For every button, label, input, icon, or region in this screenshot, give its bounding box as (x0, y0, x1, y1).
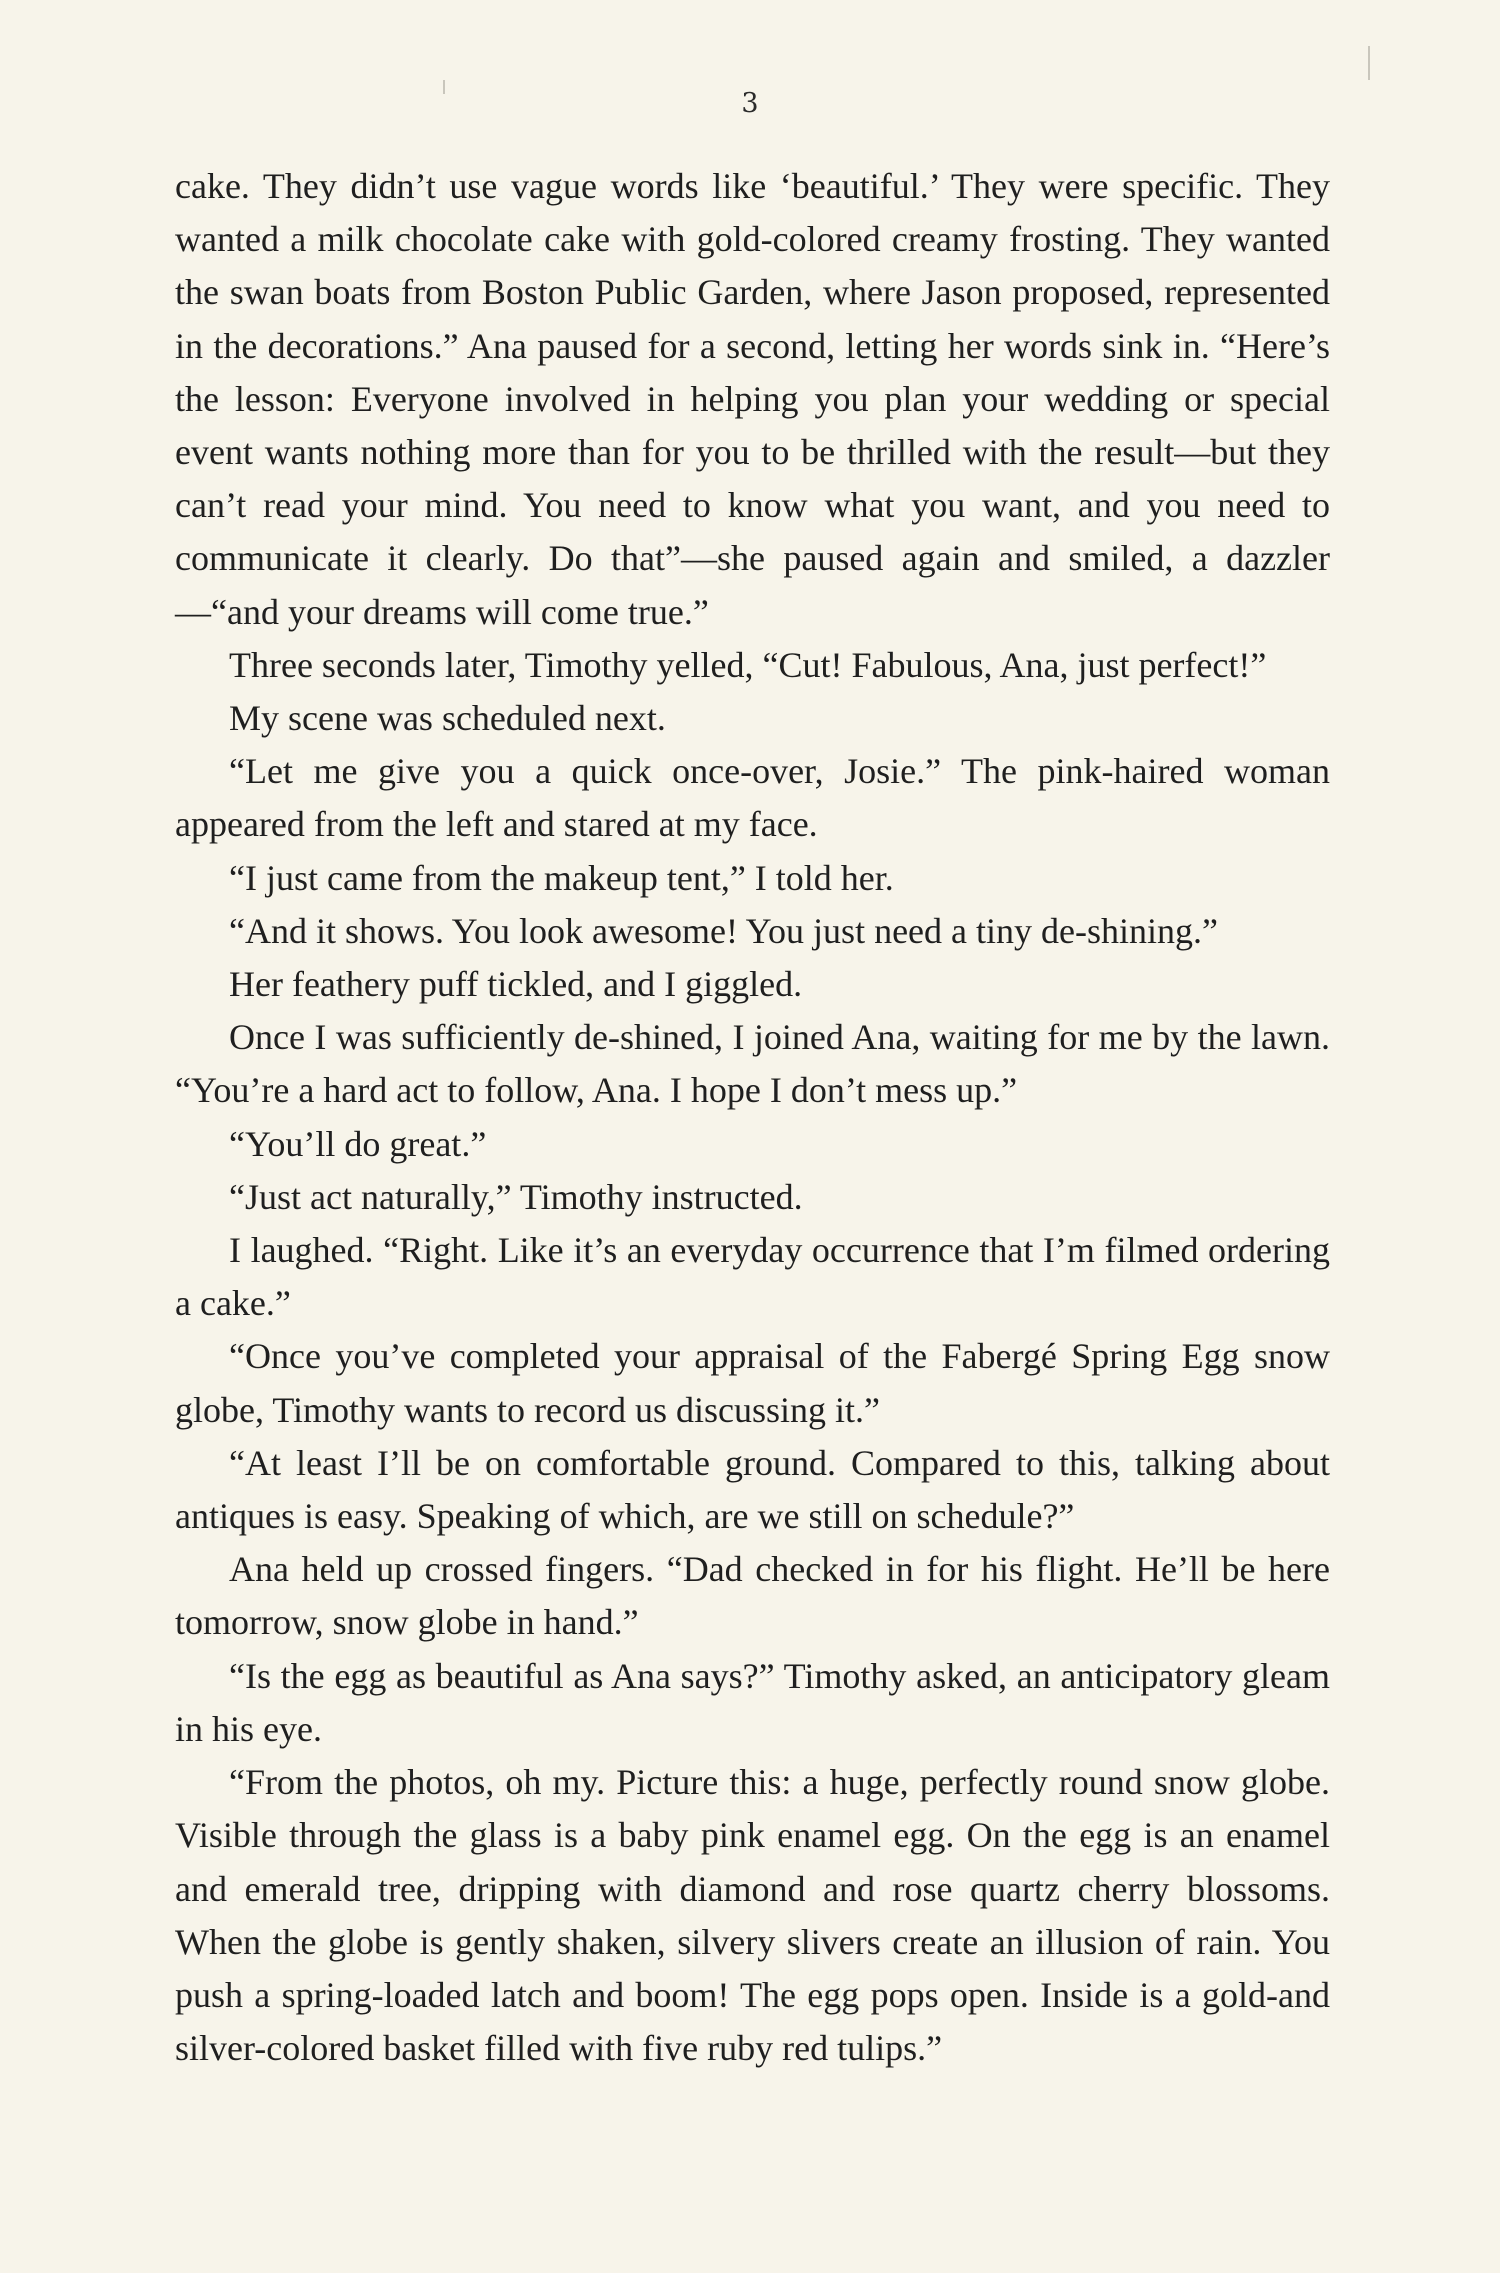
paragraph: “And it shows. You look awesome! You just need a tiny de-shining.” (229, 910, 1218, 951)
paragraph: “From the photos, oh my. Picture this: a huge, perfectly round snow globe. Visible through the glass is a baby pink enamel egg. On the egg is an enamel and emerald tree, dripping with diamond and rose quartz cherry blossoms. When the globe is gently shaken, silvery slivers create an illusion of rain. You push a spring-loaded latch and boom! The egg pops open. Inside is a gold-and silver-colored basket filled with five ruby red tulips.” (175, 1762, 1330, 2069)
page-number: 3 (741, 88, 759, 119)
paragraph: “At least I’ll be on comfortable ground. Compared to this, talking about antiques is easy. Speaking of which, are we still on schedule?” (175, 1442, 1330, 1537)
scan-speck (1368, 46, 1370, 80)
paragraph: “I just came from the makeup tent,” I told her. (229, 857, 894, 898)
paragraph: “Is the egg as beautiful as Ana says?” Timothy asked, an anticipatory gleam in his eye. (175, 1655, 1330, 1749)
paragraph: Once I was sufficiently de-shined, I joined Ana, waiting for me by the lawn. “You’re a hard act to follow, Ana. I hope I don’t mess up.” (175, 1017, 1330, 1111)
paragraph: “You’ll do great.” (229, 1123, 487, 1164)
paragraph: Her feathery puff tickled, and I giggled. (229, 964, 803, 1005)
paragraph: cake. They didn’t use vague words like ‘beautiful.’ They were specific. They wanted a milk chocolate cake with gold-colored creamy frosting. They wanted the swan boats from Boston Public Garden, where Jason proposed, represented in the decorations.” Ana paused for a second, letting her words sink in. “Here’s the lesson: Everyone involved in helping you plan your wedding or special event wants nothing more than for you to be thrilled with the result—but they can’t read your mind. You need to know what you want, and you need to communicate it clearly. Do that”—she paused again and smiled, a dazzler—“and your dreams will come true.” (175, 166, 1330, 632)
paragraph: “Once you’ve completed your appraisal of the Fabergé Spring Egg snow globe, Timothy wants to record us discussing it.” (175, 1336, 1330, 1430)
paragraph: “Let me give you a quick once-over, Josie.” The pink-haired woman appeared from the left and stared at my face. (175, 751, 1330, 845)
paragraph: My scene was scheduled next. (229, 698, 666, 739)
body-text (175, 160, 1330, 2075)
paragraph: Three seconds later, Timothy yelled, “Cut! Fabulous, Ana, just perfect!” (229, 644, 1267, 685)
paragraph: “Just act naturally,” Timothy instructed. (229, 1176, 803, 1217)
paragraph: Ana held up crossed fingers. “Dad checked in for his flight. He’ll be here tomorrow, snow globe in hand.” (175, 1549, 1330, 1643)
paragraph: I laughed. “Right. Like it’s an everyday occurrence that I’m filmed ordering a cake.” (175, 1230, 1330, 1324)
